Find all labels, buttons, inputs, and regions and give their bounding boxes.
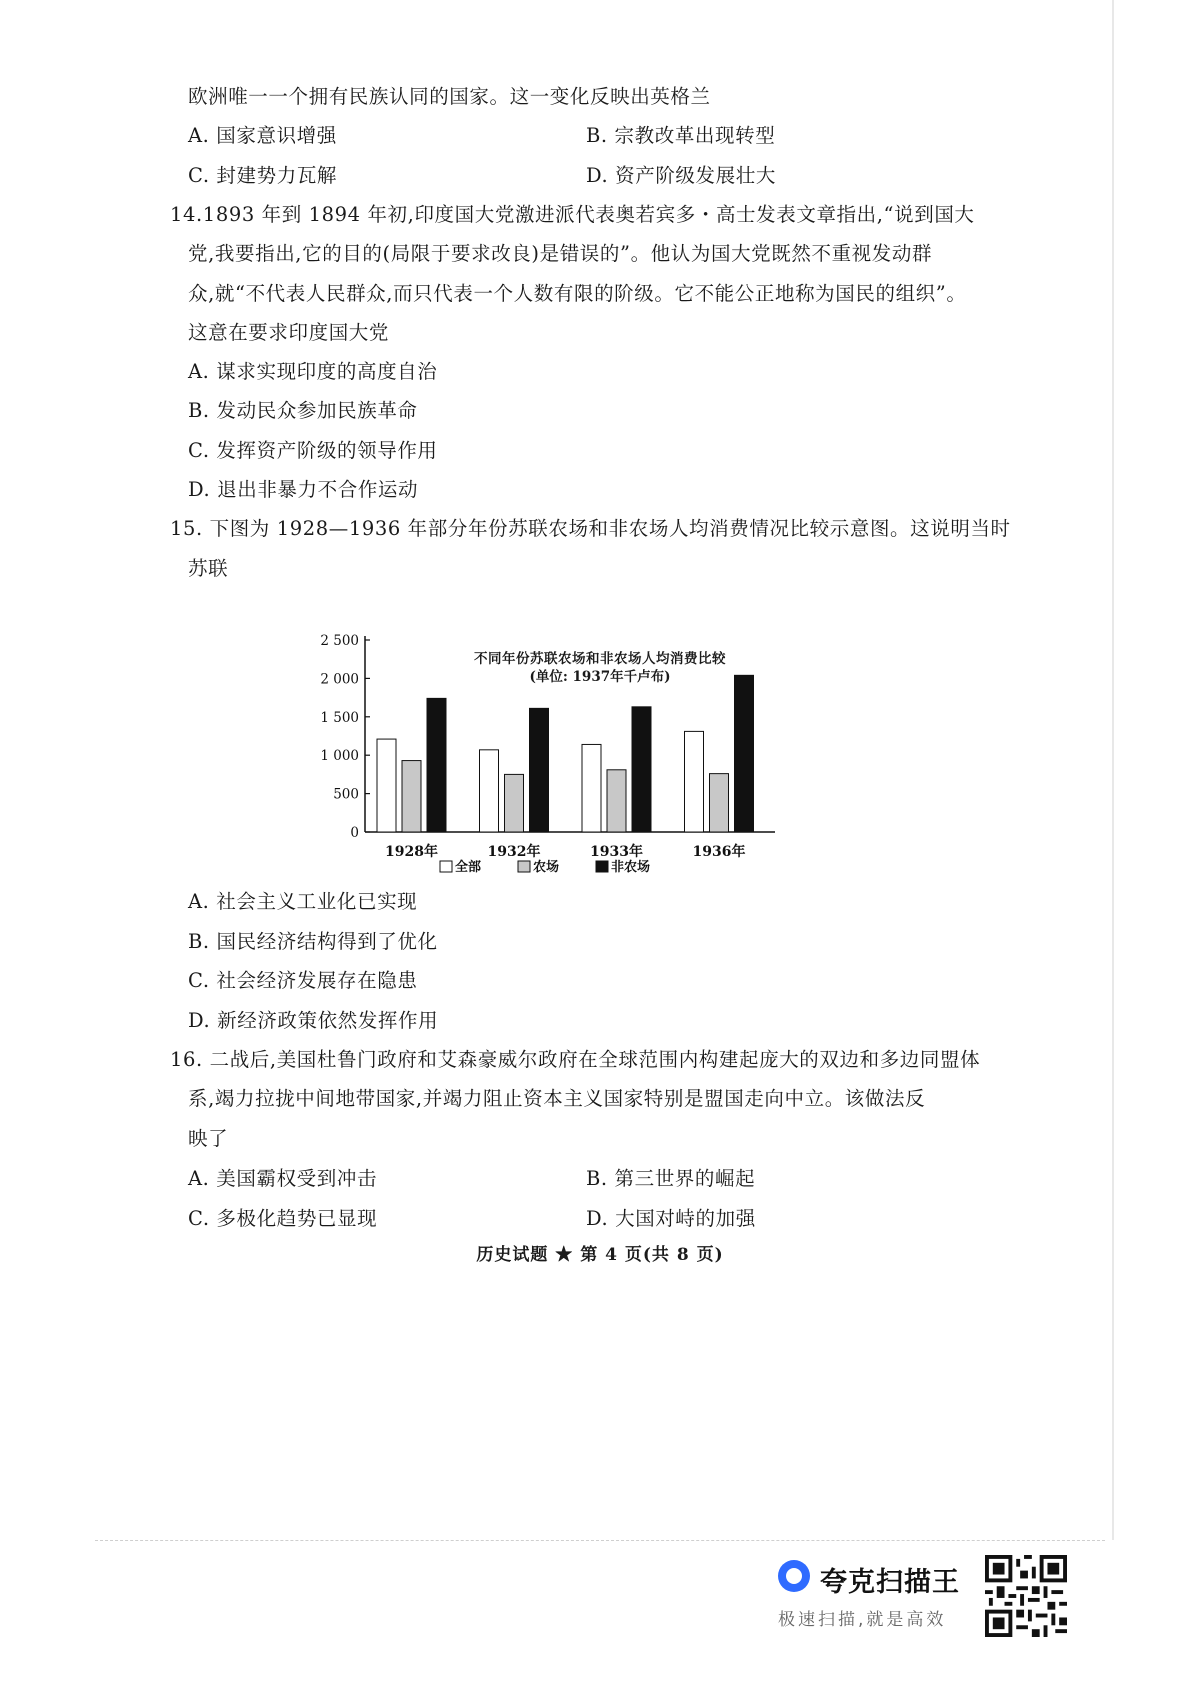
q14-stem-line3: 众,就“不代表人民群众,而只代表一个人数有限的阶级。它不能公正地称为国民的组织”。 [188, 282, 967, 305]
bar-非农场-1936年 [735, 675, 754, 832]
bar-全部-1933年 [582, 744, 601, 832]
q14-stem-line2: 党,我要指出,它的目的(局限于要求改良)是错误的”。他认为国大党既然不重视发动群 [188, 242, 933, 265]
q14-stem-line4: 这意在要求印度国大党 [188, 321, 390, 344]
legend-swatch-农场 [518, 861, 530, 872]
bar-农场-1933年 [607, 770, 626, 832]
x-tick-label: 1933年 [590, 844, 643, 860]
y-tick-label: 2 000 [320, 671, 359, 688]
q16-option-a: A. 美国霸权受到冲击 [188, 1167, 378, 1190]
bar-非农场-1933年 [632, 707, 651, 832]
y-tick-label: 2 500 [320, 633, 359, 649]
bar-全部-1928年 [377, 739, 396, 832]
q13-option-c: C. 封建势力瓦解 [188, 164, 338, 187]
legend-label: 非农场 [611, 860, 651, 875]
x-tick-label: 1932年 [487, 844, 541, 860]
legend-swatch-全部 [440, 861, 452, 872]
bar-农场-1932年 [505, 774, 524, 832]
legend-label: 全部 [455, 860, 482, 875]
q14-option-a: A. 谋求实现印度的高度自治 [188, 360, 438, 383]
bar-非农场-1928年 [427, 698, 446, 832]
y-tick-label: 1 500 [320, 709, 359, 726]
q16-stem-line1: 16. 二战后,美国杜鲁门政府和艾森豪威尔政府在全球范围内构建起庞大的双边和多边同盟体 [170, 1048, 981, 1071]
q15-option-a: A. 社会主义工业化已实现 [188, 890, 418, 913]
q15-option-c: C. 社会经济发展存在隐患 [188, 969, 418, 992]
q16-option-d: D. 大国对峙的加强 [586, 1207, 756, 1230]
qr-code-icon [985, 1555, 1067, 1637]
q13-option-b: B. 宗教改革出现转型 [586, 124, 776, 147]
y-tick-label: 1 000 [320, 748, 359, 765]
x-tick-label: 1936年 [692, 844, 746, 860]
page-edge [1112, 0, 1114, 1540]
q16-option-b: B. 第三世界的崛起 [586, 1167, 756, 1190]
y-tick-label: 0 [350, 825, 359, 841]
scanner-slogan: 极速扫描,就是高效 [778, 1610, 947, 1630]
q15-option-b: B. 国民经济结构得到了优化 [188, 930, 438, 953]
scan-divider [95, 1540, 1105, 1541]
x-tick-label: 1928年 [385, 844, 438, 860]
legend-swatch-非农场 [596, 861, 608, 872]
q13-option-a: A. 国家意识增强 [188, 124, 337, 147]
q16-stem-line3: 映了 [188, 1127, 229, 1150]
q15-option-d: D. 新经济政策依然发挥作用 [188, 1009, 439, 1032]
bar-农场-1928年 [402, 761, 421, 832]
q15-stem-line1: 15. 下图为 1928—1936 年部分年份苏联农场和非农场人均消费情况比较示意图。这说明当时 [170, 517, 1011, 540]
q15-stem-line2: 苏联 [188, 557, 229, 580]
page-footer: 历史试题 ★ 第 4 页(共 8 页) [476, 1245, 724, 1265]
scanner-app-name: 夸克扫描王 [820, 1567, 960, 1598]
bar-非农场-1932年 [530, 708, 549, 832]
chart-subtitle: (单位: 1937年千卢布) [529, 669, 671, 685]
q14-option-b: B. 发动民众参加民族革命 [188, 399, 418, 422]
y-tick-label: 500 [333, 786, 359, 803]
bar-全部-1936年 [685, 731, 704, 832]
q14-option-d: D. 退出非暴力不合作运动 [188, 478, 419, 501]
bar-农场-1936年 [710, 774, 729, 832]
q14-option-c: C. 发挥资产阶级的领导作用 [188, 439, 438, 462]
consumption-bar-chart [300, 620, 860, 890]
bar-全部-1932年 [480, 750, 499, 832]
q16-option-c: C. 多极化趋势已显现 [188, 1207, 378, 1230]
legend-label: 农场 [533, 860, 560, 875]
q14-stem-line1: 14.1893 年到 1894 年初,印度国大党激进派代表奥若宾多・高士发表文章指出,“说到国大 [170, 203, 975, 226]
q16-stem-line2: 系,竭力拉拢中间地带国家,并竭力阻止资本主义国家特别是盟国走向中立。该做法反 [188, 1087, 926, 1110]
q13-stem: 欧洲唯一一个拥有民族认同的国家。这一变化反映出英格兰 [188, 85, 711, 108]
q13-option-d: D. 资产阶级发展壮大 [586, 164, 776, 187]
scanner-logo-icon [778, 1560, 810, 1592]
chart-title: 不同年份苏联农场和非农场人均消费比较 [474, 651, 726, 667]
